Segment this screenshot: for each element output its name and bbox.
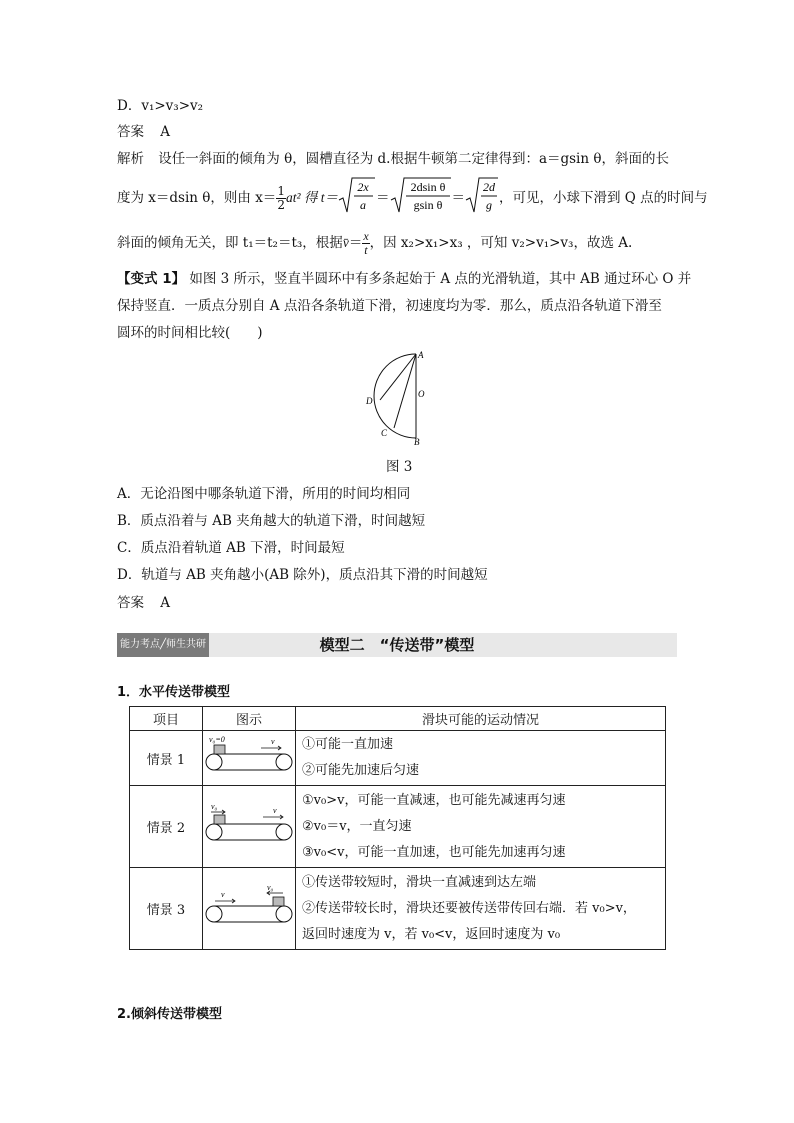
- sqrt-2dsin-over-gsin: [390, 176, 452, 221]
- analysis-line-2: [117, 178, 708, 218]
- fraction-x-over-t: $\frac{x}{t}$: [363, 228, 369, 257]
- scene-2-motion: [296, 786, 666, 868]
- header-motion: 滑块可能的运动情况: [296, 707, 666, 731]
- analysis-text-3a: 斜面的倾角无关，即 t₁＝t₂＝t₃，根据: [117, 235, 343, 251]
- belt-diagram-3: [203, 882, 295, 932]
- analysis-line-3: [117, 226, 632, 260]
- table-row: [130, 868, 666, 950]
- scene-3-line-1: ①传送带较短时，滑块一直减速到达左端: [302, 874, 537, 890]
- header-item: 项目: [130, 707, 203, 731]
- fraction-half: $\frac{1}{2}$: [277, 183, 285, 212]
- svg-text:v: v: [273, 805, 277, 815]
- analysis-text-2b: at² 得 t＝: [285, 190, 339, 205]
- table-row: [130, 786, 666, 868]
- svg-text:v: v: [221, 889, 225, 899]
- v-bar: v̄: [342, 235, 349, 250]
- section2-title: 2.倾斜传送带模型: [117, 1007, 222, 1022]
- scene-1-diagram: [203, 731, 296, 786]
- scene-3-motion: [296, 868, 666, 950]
- svg-text:g: g: [486, 197, 493, 212]
- conveyor-table: [129, 706, 666, 950]
- scene-2-line-1: ①v₀>v，可能一直减速，也可能先减速再匀速: [302, 792, 566, 808]
- section1-title: 1．水平传送带模型: [117, 685, 231, 700]
- analysis-text-3b: ，因 x₂>x₁>x₃ ，可知 v₂>v₁>v₃，故选 A.: [369, 235, 633, 251]
- answer-label-2: 答案: [117, 595, 144, 611]
- answer-line-2: [117, 594, 170, 612]
- scene-1-motion: [296, 731, 666, 786]
- variant-line-3: 圆环的时间相比较( ): [117, 325, 263, 341]
- option-b: B．质点沿着与 AB 夹角越大的轨道下滑，时间越短: [117, 513, 426, 529]
- label-a: A: [418, 350, 424, 360]
- figure-caption: 图 3: [386, 459, 413, 475]
- label-o: O: [418, 389, 425, 399]
- answer-value-2: A: [160, 595, 171, 611]
- table-row: [130, 731, 666, 786]
- header-diagram: 图示: [203, 707, 296, 731]
- variant-label: 【变式 1】: [117, 271, 186, 287]
- analysis-text-1: 设任一斜面的倾角为 θ，圆槽直径为 d.根据牛顿第二定律得到：a＝gsin θ，斜面的长: [158, 151, 669, 167]
- sqrt-2x-over-a: [338, 176, 376, 221]
- sqrt-2d-over-g: [465, 176, 499, 221]
- svg-text:v₀: v₀: [267, 882, 274, 892]
- equals-1: ＝: [376, 190, 390, 206]
- scene-1-line-1: ①可能一直加速: [302, 737, 394, 752]
- scene-3-diagram: [203, 868, 296, 950]
- belt-diagram-1: [203, 732, 295, 780]
- banner-tag: 能力考点╱师生共研: [117, 633, 209, 657]
- svg-text:2dsin θ: 2dsin θ: [410, 179, 445, 194]
- option-d: D．轨道与 AB 夹角越小(AB 除外)，质点沿其下滑的时间越短: [117, 567, 488, 583]
- belt-diagram-2: [203, 800, 295, 850]
- variant-line-2: 保持竖直．一质点分别自 A 点沿各条轨道下滑，初速度均为零．那么，质点沿各轨道下滑至: [117, 298, 662, 314]
- equals-2: ＝: [451, 190, 466, 206]
- analysis-text-2a: 度为 x＝dsin θ，则由 x＝: [117, 190, 277, 206]
- banner-title: 模型二 “传送带”模型: [319, 636, 475, 654]
- scene-2-line-3: ③v₀<v，可能一直加速，也可能先加速再匀速: [302, 844, 566, 860]
- option-d-prev: D．v₁>v₃>v₂: [117, 98, 204, 114]
- answer-label: 答案: [117, 124, 144, 140]
- svg-text:v₀=0: v₀=0: [209, 735, 225, 744]
- svg-text:v₀: v₀: [211, 801, 218, 811]
- svg-text:2x: 2x: [357, 179, 369, 194]
- semicircle-figure: [360, 348, 440, 448]
- analysis-line-1: [117, 150, 669, 168]
- scene-3-line-3: 返回时速度为 v，若 v₀<v，返回时速度为 v₀: [302, 926, 561, 942]
- scene-3-label: 情景 3: [130, 868, 203, 950]
- variant-text-1: 如图 3 所示，竖直半圆环中有多条起始于 A 点的光滑轨道，其中 AB 通过环心 O 并: [189, 271, 692, 287]
- variant-line-1: [117, 270, 691, 288]
- label-b: B: [414, 437, 420, 447]
- svg-text:a: a: [360, 197, 367, 212]
- equals-3: ＝: [348, 235, 363, 251]
- answer-line-1: [117, 123, 170, 141]
- scene-2-diagram: [203, 786, 296, 868]
- svg-text:gsin θ: gsin θ: [413, 197, 442, 212]
- label-c: C: [381, 428, 388, 438]
- scene-2-line-2: ②v₀＝v，一直匀速: [302, 818, 412, 834]
- answer-value: A: [160, 124, 171, 140]
- scene-1-label: 情景 1: [130, 731, 203, 786]
- svg-text:v: v: [271, 737, 275, 746]
- scene-2-label: 情景 2: [130, 786, 203, 868]
- table-header-row: [130, 707, 666, 731]
- label-d: D: [366, 396, 373, 406]
- svg-text:2d: 2d: [483, 179, 496, 194]
- analysis-label: 解析: [117, 151, 144, 167]
- option-a: A．无论沿图中哪条轨道下滑，所用的时间均相同: [117, 486, 411, 502]
- section-banner: [117, 633, 677, 657]
- scene-1-line-2: ②可能先加速后匀速: [302, 763, 420, 778]
- scene-3-line-2: ②传送带较长时，滑块还要被传送带传回右端．若 v₀>v，: [302, 900, 636, 916]
- option-c: C．质点沿着轨道 AB 下滑，时间最短: [117, 540, 345, 556]
- analysis-text-2c: ，可见，小球下滑到 Q 点的时间与: [499, 190, 708, 206]
